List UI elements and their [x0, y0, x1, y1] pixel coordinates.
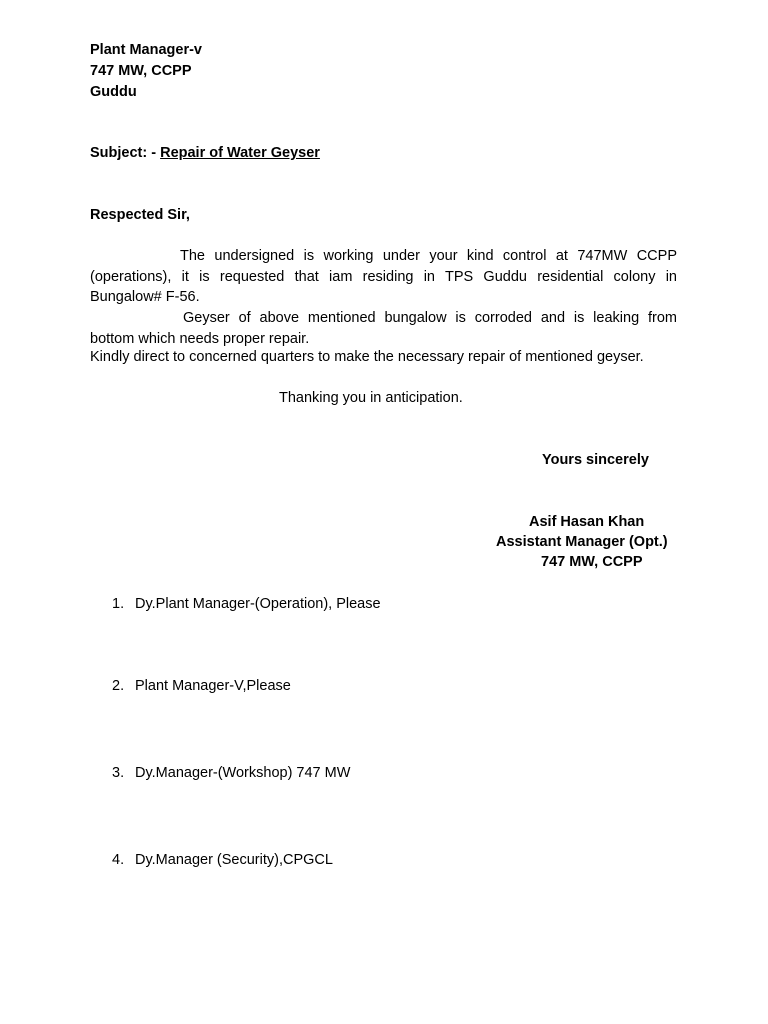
cc-number: 1. — [112, 596, 125, 612]
body-p2-line-1: Geyser of above mentioned bungalow is corroded and is leaking from — [183, 310, 677, 326]
body-paragraph-1 — [90, 246, 677, 308]
signature-name: Asif Hasan Khan — [529, 514, 645, 530]
cc-text: Dy.Manager-(Workshop) 747 MW — [135, 765, 351, 781]
cc-text: Dy.Plant Manager-(Operation), Please — [135, 596, 381, 612]
body-p3-line-1: Kindly direct to concerned quarters to make the necessary repair of mentioned geyser. — [90, 349, 644, 365]
body-p2-line-2: bottom which needs proper repair. — [90, 330, 310, 347]
body-p1-line-1: The undersigned is working under your kind control at 747MW CCPP — [180, 248, 677, 264]
body-p1-line-3: Bungalow# F-56. — [90, 289, 200, 305]
subject-line — [90, 144, 320, 162]
cc-list-item — [112, 764, 350, 782]
body-p1-line-2: (operations), it is requested that iam residing in TPS Guddu residential colony in — [90, 268, 677, 285]
signature-designation: Assistant Manager (Opt.) — [496, 534, 668, 550]
cc-list-item — [112, 851, 333, 869]
signature-unit: 747 MW, CCPP — [541, 554, 643, 570]
cc-number: 2. — [112, 678, 125, 694]
thanks-line: Thanking you in anticipation. — [279, 390, 463, 406]
recipient-line-2: 747 MW, CCPP — [90, 63, 192, 79]
cc-text: Dy.Manager (Security),CPGCL — [135, 852, 333, 868]
closing-line: Yours sincerely — [542, 452, 649, 468]
recipient-line-3: Guddu — [90, 84, 137, 100]
cc-list-item — [112, 677, 291, 695]
salutation: Respected Sir, — [90, 207, 190, 223]
cc-text: Plant Manager-V,Please — [135, 678, 291, 694]
recipient-line-1: Plant Manager-v — [90, 42, 202, 58]
cc-number: 4. — [112, 852, 125, 868]
cc-list-item — [112, 595, 381, 613]
subject-text: Repair of Water Geyser — [160, 145, 320, 161]
body-paragraph-2 — [90, 308, 677, 349]
cc-number: 3. — [112, 765, 125, 781]
subject-prefix: Subject: - — [90, 145, 161, 161]
